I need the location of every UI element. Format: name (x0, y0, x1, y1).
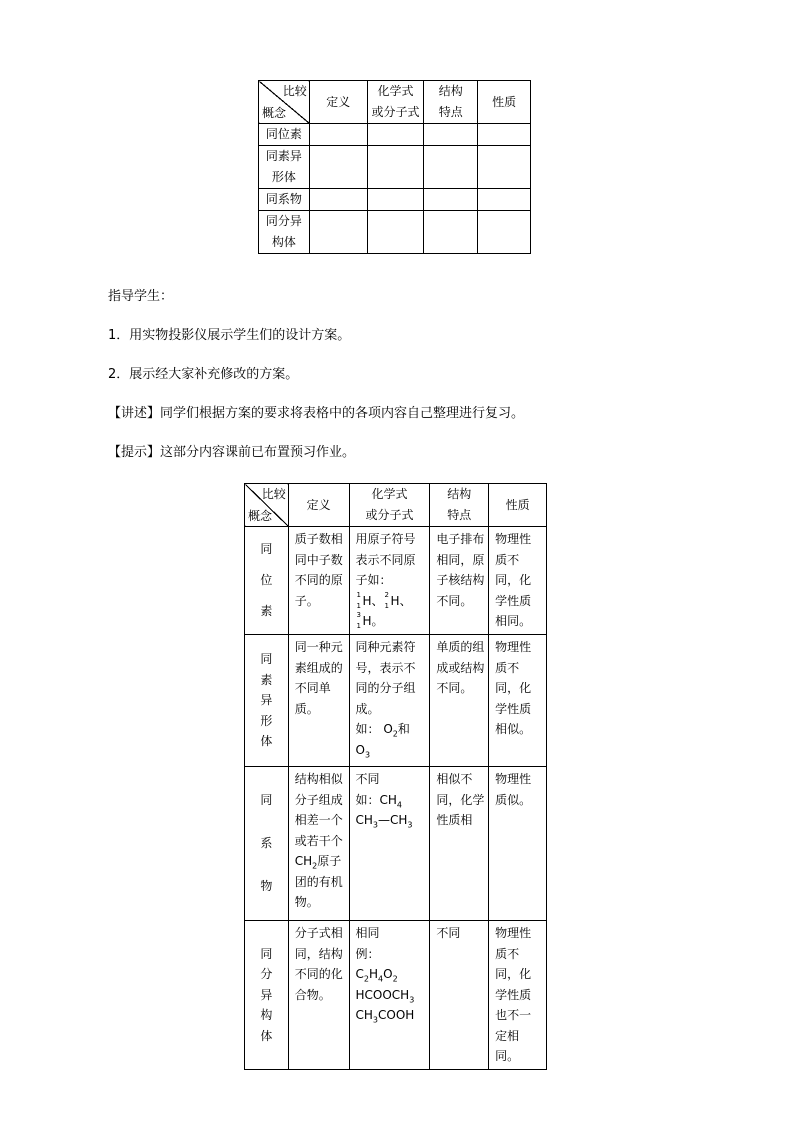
formula-methyl-formate: HCOOCH (355, 987, 410, 1002)
bond-dash: — (378, 813, 390, 827)
homolog-def-part2: 原子团的有机物。 (294, 854, 343, 909)
empty-cell (309, 189, 367, 211)
subscript: 3 (407, 820, 413, 830)
formula-o3: O (355, 742, 365, 757)
homolog-formula (349, 767, 430, 921)
atomic-number: 1 (356, 622, 361, 630)
subscript: 3 (372, 820, 378, 830)
allotrope-structure: 单质的组成或结构不同。 (430, 635, 489, 767)
example-label: 如： (355, 722, 380, 736)
concept-char: 同 (260, 946, 273, 961)
concept-char: 同 (260, 652, 273, 667)
empty-cell (478, 124, 531, 146)
empty-cell (367, 211, 424, 254)
corner-bottom-label: 概念 (262, 106, 287, 120)
header-structure (430, 484, 489, 527)
concept-char: 系 (260, 836, 273, 850)
allotrope-formula-text: 同种元素符号，表示不同的分子组成。 (355, 640, 416, 716)
concept-char: 同 (260, 793, 273, 807)
concept-char: 体 (260, 734, 273, 749)
concept-isotope (245, 527, 289, 635)
isotope-structure: 电子排布相同，原子核结构不同。 (430, 527, 489, 635)
empty-cell (424, 146, 478, 189)
concept-char: 分 (260, 967, 273, 981)
formula-acetic-acid: CH (355, 1008, 373, 1022)
subscript: 2 (392, 729, 398, 739)
subscript: 4 (396, 799, 403, 809)
isotope-notation (356, 611, 363, 630)
header-property: 性质 (489, 484, 547, 527)
concept-char: 物 (260, 879, 273, 893)
concept-char: 素 (260, 604, 273, 618)
empty-cell (424, 189, 478, 211)
corner-cell (259, 81, 310, 124)
concept-char: 构 (260, 1008, 273, 1022)
homolog-formula-text: 不同 (355, 772, 380, 786)
corner-cell (245, 484, 289, 527)
corner-top-label: 比较 (261, 487, 286, 501)
row-label-homolog: 同系物 (259, 189, 310, 211)
empty-cell (367, 146, 424, 189)
subscript: 3 (372, 1015, 378, 1025)
paragraph-lecture: 【讲述】同学们根据方案的要求将表格中的各项内容自己整理进行复习。 (108, 406, 525, 421)
concept-char: 异 (260, 987, 273, 1002)
homolog-structure: 相似不同，化学性质相 (430, 767, 489, 921)
row-label-isotope: 同位素 (259, 124, 310, 146)
concept-char: 异 (260, 693, 273, 708)
example-label: 如： (355, 792, 380, 807)
element-symbol: H (390, 593, 400, 608)
empty-cell (367, 124, 424, 146)
empty-cell (309, 211, 367, 254)
paragraph-hint: 【提示】这部分内容课前已布置预习作业。 (108, 445, 356, 460)
row-label-isomer: 同分异 构体 (259, 211, 310, 254)
paragraph-step-1: 1．用实物投影仪展示学生们的设计方案。 (108, 328, 351, 343)
concept-char: 素 (260, 672, 273, 687)
header-definition: 定义 (288, 484, 349, 527)
isomer-definition: 分子式相同，结构不同的化合物。 (288, 921, 349, 1070)
concept-isomer (245, 921, 289, 1070)
empty-cell (309, 146, 367, 189)
concept-char: 同 (260, 542, 273, 556)
header-property: 性质 (478, 81, 531, 124)
empty-cell (424, 124, 478, 146)
row-label-allotrope: 同素异 形体 (259, 146, 310, 189)
subscript: 3 (409, 994, 415, 1004)
mass-number: 1 (356, 590, 361, 599)
homolog-definition (288, 767, 349, 921)
isomer-formula (349, 921, 430, 1070)
empty-cell (309, 124, 367, 146)
formula-o2: O (383, 722, 393, 736)
conjunction: 和 (397, 722, 410, 736)
formula-c: C (355, 967, 364, 981)
mass-number: 2 (384, 590, 390, 599)
corner-top-label: 比较 (282, 84, 307, 98)
header-formula (349, 484, 430, 527)
isotope-notation (356, 590, 363, 610)
concept-allotrope (245, 635, 289, 767)
allotrope-property: 物理性质不同，化学性质相似。 (489, 635, 547, 767)
formula-cooh: COOH (378, 1008, 415, 1022)
formula-o: O (383, 967, 393, 981)
filled-comparison-table (244, 483, 547, 1070)
header-definition: 定义 (309, 81, 367, 124)
subscript: 3 (364, 749, 371, 759)
header-formula-line1: 化学式 (371, 487, 408, 501)
empty-cell (424, 211, 478, 254)
concept-char: 位 (260, 573, 273, 587)
header-structure-line1: 结构 (447, 487, 472, 501)
isotope-formula: 用原子符号表示不同原子如： 1 1 H、 2 1 H、 3 1 H。 (349, 527, 430, 635)
header-structure-line2: 特点 (447, 508, 472, 522)
corner-bottom-label: 概念 (248, 509, 273, 523)
formula-ethane-left: CH (355, 813, 373, 827)
ch2-group: CH (294, 854, 313, 868)
concept-homolog (245, 767, 289, 921)
formula-methane: CH (379, 792, 397, 807)
homolog-property: 物理性质似。 (489, 767, 547, 921)
empty-cell (367, 189, 424, 211)
isomer-formula-text: 相同 (355, 926, 380, 940)
concept-char: 形 (260, 713, 273, 728)
formula-h: H (368, 967, 379, 981)
formula-ethane-right: CH (390, 813, 408, 827)
empty-comparison-table (258, 80, 531, 254)
isomer-property: 物理性质不同，化学性质也不一定相同。 (489, 921, 547, 1070)
empty-cell (478, 189, 531, 211)
header-formula: 化学式 或分子式 (367, 81, 424, 124)
empty-cell (478, 146, 531, 189)
paragraph-guide: 指导学生： (108, 289, 174, 304)
concept-char: 体 (260, 1028, 273, 1043)
subscript: 2 (312, 861, 318, 871)
allotrope-formula (349, 635, 430, 767)
isotope-property: 物理性质不同，化学性质相同。 (489, 527, 547, 635)
paragraph-step-2: 2．展示经大家补充修改的方案。 (108, 367, 299, 382)
mass-number: 3 (356, 611, 361, 619)
subscript: 2 (363, 974, 369, 984)
isotope-definition: 质子数相同中子数不同的原子。 (288, 527, 349, 635)
isomer-structure: 不同 (430, 921, 489, 1070)
example-label: 例： (355, 946, 380, 961)
subscript: 4 (378, 974, 384, 984)
atomic-number: 1 (384, 601, 390, 610)
subscript: 2 (392, 974, 398, 984)
isotope-notation (384, 590, 391, 610)
header-formula-line2: 或分子式 (365, 508, 414, 522)
empty-cell (478, 211, 531, 254)
atomic-number: 1 (356, 601, 361, 610)
allotrope-definition: 同一种元素组成的不同单质。 (288, 635, 349, 767)
header-structure: 结构 特点 (424, 81, 478, 124)
isotope-formula-text: 用原子符号表示不同原子如： (355, 532, 416, 587)
element-symbol: H (362, 593, 372, 608)
homolog-def-part1: 结构相似分子组成相差一个或若干个 (294, 772, 343, 848)
element-symbol: H (362, 614, 372, 628)
